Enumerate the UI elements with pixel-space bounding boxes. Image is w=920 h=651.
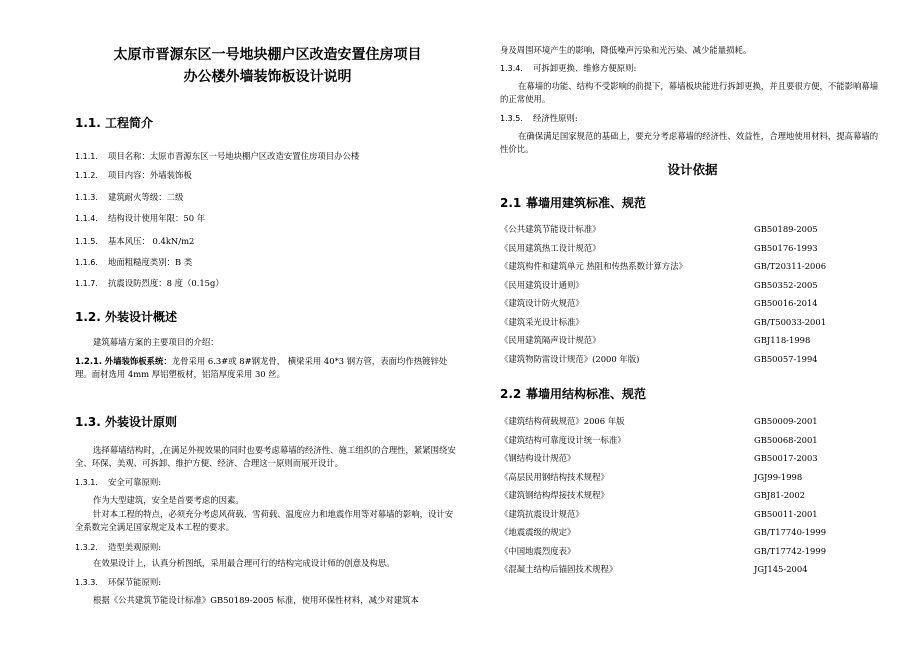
item-1-1-4	[75, 211, 205, 226]
item-text: 项目内容：外墙装饰板	[108, 170, 192, 180]
standard-name: 《建筑结构可靠度设计统一标准》	[500, 434, 626, 445]
item-number: 1.2.1.	[75, 356, 103, 366]
item-title: 安全可靠原则:	[108, 477, 162, 487]
standard-code: GB/T17740-1999	[754, 527, 827, 537]
standard-code: GB50176-1993	[754, 242, 818, 253]
standard-name: 《民用建筑热工设计规范》	[500, 242, 601, 253]
standard-code: GB50068-2001	[754, 434, 818, 445]
item-text: 项目名称：太原市晋源东区一号地块棚户区改造安置住房项目办公楼	[108, 151, 360, 161]
item-1-3-4-p1: 在幕墙的功能、结构不受影响的前提下，幕墙板块能进行拆卸更换，并且要很方便，不能影响幕墙的正常使用。	[500, 81, 879, 104]
item-1-3-1-p1: 作为大型建筑，安全是首要考虑的因素。	[93, 495, 244, 505]
standard-name: 《民用建筑隔声设计规范》	[500, 335, 601, 345]
item-text: 抗震设防烈度：8 度（0.15g）	[108, 278, 224, 288]
item-text: 建筑耐火等级：二级	[108, 192, 184, 202]
standard-row	[500, 433, 890, 447]
standard-row	[500, 451, 890, 465]
standard-code: JGJ99-1998	[754, 471, 803, 482]
item-1-3-5	[500, 111, 578, 126]
item-1-3-2-p1: 在效果设计上，认真分析图纸，采用最合理可行的结构完成设计师的创意及构思。	[93, 558, 395, 568]
standard-row	[500, 562, 890, 576]
standard-name: 《高层民用钢结构技术规程》	[500, 471, 609, 482]
item-1-3-1-p2: 针对本工程的特点，必须充分考虑风荷载、雪荷载、温度应力和地震作用等对幕墙的影响，设计安全系数完全满足国家规定及本工程的要求。	[75, 509, 454, 532]
item-number: 1.3.5.	[500, 114, 523, 123]
item-1-2-1	[75, 355, 460, 381]
standard-code: GBJ118-1998	[754, 335, 811, 345]
item-title: 造型美观原则:	[108, 542, 162, 552]
heading-number: 2.1	[500, 196, 522, 210]
item-text: 基本风压： 0.4kN/m2	[108, 236, 195, 246]
standard-code: JGJ145-2004	[754, 564, 808, 574]
item-1-1-5	[75, 234, 194, 249]
section-1-2-intro: 建筑幕墙方案的主要项目的介绍：	[93, 337, 219, 347]
item-number: 1.1.1.	[75, 152, 98, 161]
standard-row	[500, 414, 890, 428]
heading-number: 2.2	[500, 387, 522, 401]
item-number: 1.1.5.	[75, 237, 98, 246]
item-number: 1.1.2.	[75, 171, 98, 180]
standard-row	[500, 278, 890, 292]
item-number: 1.1.6.	[75, 258, 98, 267]
standard-code: GB/T17742-1999	[754, 545, 827, 556]
heading-number: 1.2.	[75, 310, 101, 324]
standard-name: 《建筑钢结构焊接技术规程》	[500, 490, 609, 500]
item-title: 经济性原则:	[533, 113, 578, 123]
item-1-3-2	[75, 540, 161, 555]
standard-name: 《钢结构设计规范》	[500, 453, 576, 463]
item-number: 1.3.4.	[500, 64, 523, 73]
heading-2-2	[500, 385, 646, 402]
standard-code: GB50352-2005	[754, 279, 818, 290]
item-1-1-1	[75, 149, 359, 164]
standard-row	[500, 222, 890, 236]
item-1-1-6	[75, 255, 192, 270]
item-title: 环保节能原则:	[108, 577, 162, 587]
standard-code: GB50016-2014	[754, 298, 818, 308]
standard-name: 《公共建筑节能设计标准》	[500, 224, 601, 234]
item-text: 结构设计使用年限：50 年	[108, 213, 206, 223]
item-text: 龙骨采用 6.3#或 8#钢龙骨， 横梁采用 40*3 钢方管，表面均作热镀锌处理。面材选用 4mm 厚铝塑板材，铝箔厚度采用 30 丝。	[75, 356, 448, 379]
standard-code: GB50017-2003	[754, 453, 818, 463]
standard-row	[500, 333, 890, 347]
item-1-1-7	[75, 276, 224, 291]
item-1-3-1	[75, 475, 161, 490]
heading-text: 外装设计概述	[105, 310, 178, 324]
standard-row	[500, 488, 890, 502]
item-1-3-3	[75, 575, 161, 590]
heading-1-2	[75, 308, 177, 325]
standard-code: GB50189-2005	[754, 224, 818, 234]
standard-name: 《建筑抗震设计规范》	[500, 508, 584, 519]
standard-name: 《建筑物防雷设计规范》(2000 年版)	[500, 353, 640, 364]
standard-name: 《民用建筑设计通则》	[500, 279, 584, 290]
heading-number: 1.3.	[75, 415, 101, 429]
standard-name: 《混凝土结构后锚固技术规程》	[500, 564, 618, 574]
standard-row	[500, 507, 890, 521]
design-basis-heading: 设计依据	[667, 162, 718, 177]
standard-code: GB50009-2001	[754, 416, 818, 426]
standard-name: 《地震震级的规定》	[500, 527, 576, 537]
heading-1-1	[75, 114, 153, 131]
doc-title-line1: 太原市晋源东区一号地块棚户区改造安置住房项目	[113, 47, 422, 63]
standard-row	[500, 259, 890, 273]
standard-code: GB50057-1994	[754, 353, 818, 364]
item-1-3-3-p1-cont: 身及周围环境产生的影响，降低噪声污染和光污染、减少能量损耗。	[500, 45, 752, 55]
heading-1-3	[75, 413, 177, 430]
item-title: 可拆卸更换、维修方便原则:	[533, 63, 637, 73]
item-number: 1.3.3.	[75, 578, 98, 587]
standard-code: GB50011-2001	[754, 508, 818, 519]
standard-row	[500, 241, 890, 255]
standard-code: GBJ81-2002	[754, 490, 806, 500]
item-number: 1.1.3.	[75, 193, 98, 202]
doc-title-line2: 办公楼外墙装饰板设计说明	[183, 69, 352, 85]
item-number: 1.1.7.	[75, 279, 98, 288]
heading-number: 1.1.	[75, 116, 101, 130]
item-1-1-3	[75, 190, 183, 205]
standard-name: 《建筑构件和建筑单元 热阻和传热系数计算方法》	[500, 261, 687, 271]
heading-2-1	[500, 194, 646, 211]
standard-row	[500, 525, 890, 539]
heading-text: 幕墙用建筑标准、规范	[526, 196, 647, 210]
item-1-3-3-p1: 根据《公共建筑节能设计标准》GB50189-2005 标准，使用环保性材料，减少对建筑本	[93, 595, 419, 605]
item-1-1-2	[75, 168, 192, 183]
standard-row	[500, 470, 890, 484]
standard-code: GB/T50033-2001	[754, 316, 827, 327]
item-number: 1.1.4.	[75, 214, 98, 223]
item-number: 1.3.1.	[75, 478, 98, 487]
standard-row	[500, 296, 890, 310]
item-bold-label: 外墙装饰板系统：	[104, 356, 172, 366]
item-1-3-4	[500, 61, 636, 76]
standard-row	[500, 315, 890, 329]
item-1-3-5-p1: 在确保满足国家规范的基础上，要充分考虑幕墙的经济性、效益性，合理地使用材料，提高幕墙的性价比。	[500, 131, 879, 154]
standard-row	[500, 544, 890, 558]
standard-name: 《建筑设计防火规范》	[500, 298, 584, 308]
heading-text: 工程简介	[105, 116, 154, 130]
item-number: 1.3.2.	[75, 543, 98, 552]
standard-name: 《中国地震烈度表》	[500, 545, 576, 556]
standard-row	[500, 352, 890, 366]
section-1-3-intro: 选择幕墙结构时，,在满足外视效果的同时也要考虑幕墙的经济性、施工组织的合理性，紧紧围绕安全、环保、美观、可拆卸、维护方便、经济、合理这一原则而展开设计。	[75, 445, 456, 468]
standard-code: GB/T20311-2006	[754, 261, 827, 271]
standard-name: 《建筑采光设计标准》	[500, 316, 584, 327]
item-text: 地面粗糙度类别：B 类	[108, 257, 193, 267]
heading-text: 幕墙用结构标准、规范	[526, 387, 647, 401]
standard-name: 《建筑结构荷载规范》2006 年版	[500, 416, 625, 426]
heading-text: 外装设计原则	[105, 415, 178, 429]
